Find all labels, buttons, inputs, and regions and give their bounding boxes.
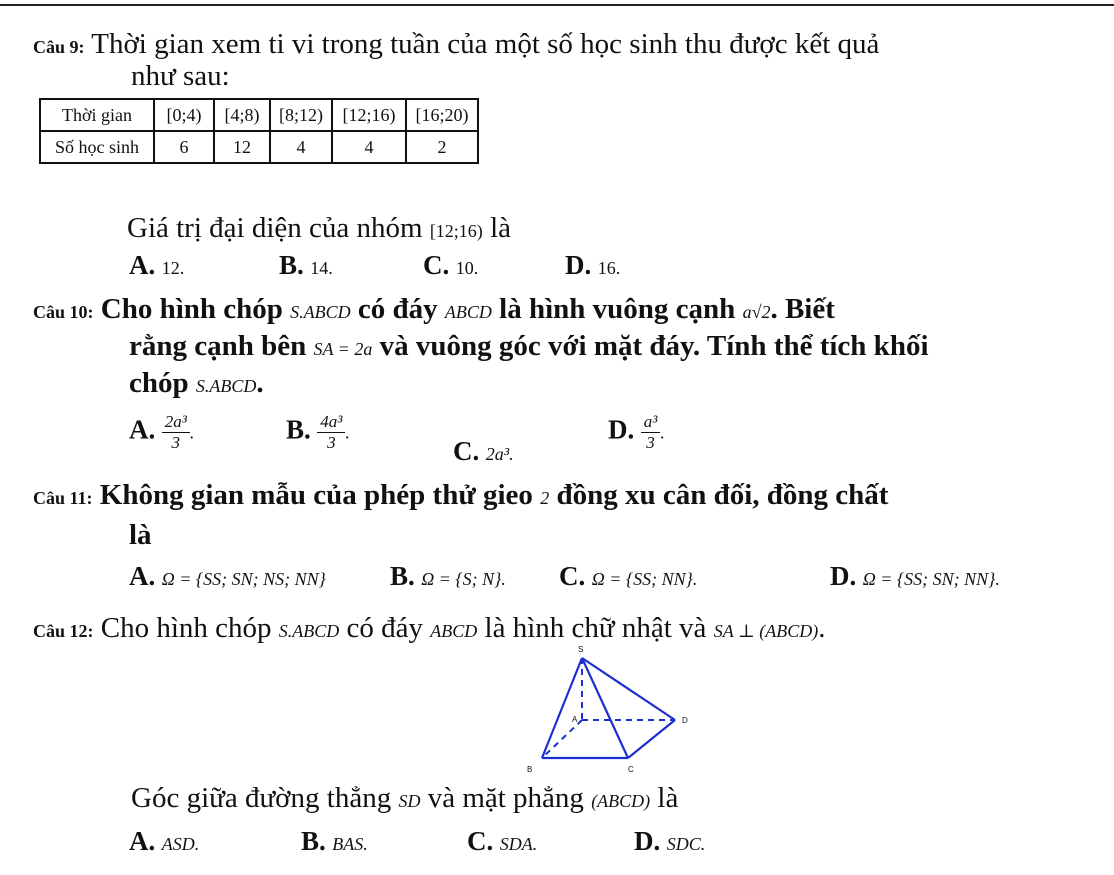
fraction-numerator: a³ (641, 412, 661, 433)
fraction (317, 412, 345, 453)
q10-math: S.ABCD (195, 376, 257, 396)
table-cell: 2 (406, 131, 478, 163)
option-label: B. (279, 250, 304, 280)
q11-option-d[interactable] (830, 561, 1000, 592)
q10-option-c[interactable] (453, 436, 514, 467)
q12-option-a[interactable] (129, 826, 199, 857)
option-value: 14. (310, 258, 333, 278)
option-label: D. (830, 561, 857, 591)
option-value: 10. (455, 258, 479, 278)
table-cell: [4;8) (214, 99, 270, 131)
q9-option-b[interactable] (279, 250, 333, 281)
q11-text: Không gian mẫu của phép thử gieo (99, 479, 533, 511)
option-label: B. (301, 826, 326, 856)
table-row (40, 99, 478, 131)
q11-option-a[interactable] (129, 561, 326, 592)
fraction (162, 412, 190, 453)
option-value: SDC. (666, 834, 706, 854)
label-b: B (527, 765, 533, 774)
label-s: S (578, 645, 584, 654)
q9-text2: như sau: (131, 60, 230, 92)
option-label: A. (129, 561, 156, 591)
fraction-numerator: 2a³ (162, 412, 190, 433)
q12-math: ABCD (430, 621, 478, 641)
fraction (641, 412, 661, 453)
q12-text: là (657, 782, 679, 814)
table-cell: Thời gian (40, 99, 154, 131)
option-label: C. (453, 436, 480, 466)
q10-text: là hình vuông cạnh (499, 293, 736, 325)
q10-text: rằng cạnh bên (129, 330, 307, 362)
option-value: Ω = {S; N}. (421, 569, 506, 589)
edge-cd (628, 720, 675, 758)
fraction-denominator: 3 (327, 433, 336, 452)
q10-math: ABCD (444, 302, 492, 322)
top-border-line (0, 4, 1114, 6)
q11-line1 (33, 479, 888, 512)
option-label: A. (129, 250, 156, 280)
label-c: C (628, 765, 634, 774)
pyramid-figure (520, 640, 710, 780)
q12-option-d[interactable] (634, 826, 705, 857)
q10-text: . (256, 367, 264, 399)
q12-math: SD (398, 791, 421, 811)
option-label: A. (129, 414, 156, 445)
option-label: D. (565, 250, 592, 280)
table-cell: [8;12) (270, 99, 332, 131)
option-label: A. (129, 826, 156, 856)
q10-line2 (129, 330, 929, 363)
table-cell: 4 (270, 131, 332, 163)
q9-question-end: là (490, 212, 511, 244)
label-d: D (682, 716, 688, 725)
q12-text: Góc giữa đường thẳng (131, 782, 392, 814)
q12-text: . (818, 612, 826, 644)
option-value: 2a³. (485, 444, 514, 464)
q10-text: . Biết (770, 293, 835, 325)
q10-math: S.ABCD (290, 302, 351, 322)
edge-ab (542, 720, 582, 758)
option-value: SDA. (499, 834, 538, 854)
fraction-denominator: 3 (646, 433, 655, 452)
option-value: Ω = {SS; SN; NN}. (862, 569, 1000, 589)
q10-text: và vuông góc với mặt đáy. Tính thể tích khối (379, 330, 929, 362)
q9-label: Câu 9: (33, 37, 85, 57)
q11-option-c[interactable] (559, 561, 697, 592)
q9-question (127, 212, 511, 245)
q9-option-a[interactable] (129, 250, 184, 281)
q10-math: a√2 (742, 302, 771, 322)
fraction-numerator: 4a³ (317, 412, 345, 433)
option-label: D. (634, 826, 661, 856)
q10-text: Cho hình chóp (100, 293, 283, 325)
option-value: ASD. (161, 834, 200, 854)
q9-line1 (33, 28, 879, 61)
q12-math: S.ABCD (278, 621, 340, 641)
option-label: B. (390, 561, 415, 591)
table-cell: 4 (332, 131, 406, 163)
option-value: 12. (161, 258, 185, 278)
option-label: C. (423, 250, 450, 280)
option-value: Ω = {SS; SN; NS; NN} (161, 569, 326, 589)
option-value: Ω = {SS; NN}. (591, 569, 698, 589)
q12-question (131, 782, 678, 815)
option-value: BAS. (332, 834, 368, 854)
q9-option-c[interactable] (423, 250, 478, 281)
q12-text: có đáy (346, 612, 424, 644)
table-cell: 6 (154, 131, 214, 163)
table-cell: Số học sinh (40, 131, 154, 163)
table-cell: [16;20) (406, 99, 478, 131)
option-label: C. (559, 561, 586, 591)
table-cell: [0;4) (154, 99, 214, 131)
edge-sb (542, 658, 582, 758)
q12-label: Câu 12: (33, 621, 94, 641)
q11-text: đồng xu cân đối, đồng chất (556, 479, 889, 511)
q10-option-a[interactable]: A. $\frac{\text{2a³}}{3}$ . (129, 412, 195, 452)
q9-table (39, 98, 479, 164)
table-cell: [12;16) (332, 99, 406, 131)
q10-line3 (129, 367, 264, 400)
q10-text: chóp (129, 367, 189, 399)
q12-text: Cho hình chóp (100, 612, 272, 644)
q12-math: (ABCD) (591, 791, 651, 811)
q9-group: [12;16) (429, 221, 483, 241)
option-label: B. (286, 414, 311, 445)
option-value: 16. (597, 258, 621, 278)
q11-option-b[interactable] (390, 561, 506, 592)
q9-option-d[interactable] (565, 250, 620, 281)
option-label: C. (467, 826, 494, 856)
q10-text: có đáy (357, 293, 438, 325)
q10-label: Câu 10: (33, 302, 94, 322)
option-label: D. (608, 414, 635, 445)
q10-option-b[interactable]: B. $\frac{\text{4a³}}{3}$ . (286, 412, 350, 452)
q12-option-c[interactable] (467, 826, 537, 857)
table-row (40, 131, 478, 163)
q12-text: là hình chữ nhật và (484, 612, 707, 644)
q9-text1: Thời gian xem ti vi trong tuần của một số học sinh thu được kết quả (91, 28, 880, 60)
q12-math: SA ⊥ (ABCD) (713, 621, 819, 641)
q12-option-b[interactable] (301, 826, 368, 857)
q11-label: Câu 11: (33, 488, 93, 508)
q11-text: là (129, 519, 152, 551)
q11-math: 2 (540, 488, 550, 508)
label-a: A (572, 715, 578, 724)
q10-line1 (33, 293, 835, 326)
q10-math: SA = 2a (313, 339, 373, 359)
q12-text: và mặt phẳng (427, 782, 584, 814)
q10-option-d[interactable]: D. $\frac{\text{a³}}{3}$ . (608, 412, 665, 452)
q9-question-text: Giá trị đại diện của nhóm (127, 212, 423, 244)
fraction-denominator: 3 (171, 433, 181, 452)
table-cell: 12 (214, 131, 270, 163)
